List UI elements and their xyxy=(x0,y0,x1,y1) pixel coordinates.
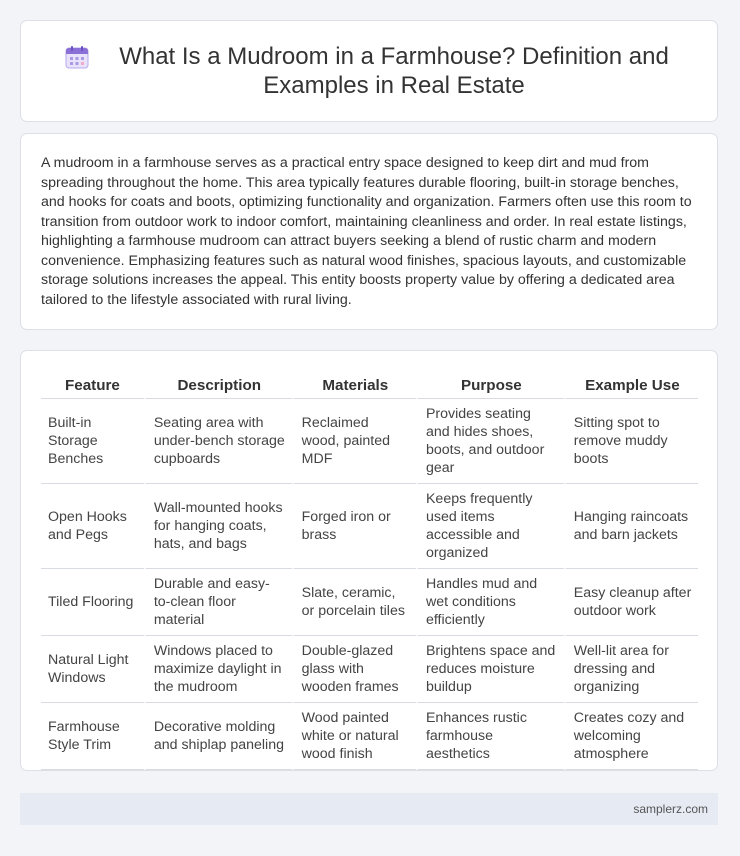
cell-example-use: Well-lit area for dressing and organizing xyxy=(564,636,698,703)
calendar-icon xyxy=(64,44,90,70)
cell-purpose: Keeps frequently used items accessible and organized xyxy=(416,484,564,569)
table-row xyxy=(41,399,698,484)
title-card xyxy=(20,20,718,122)
cell-materials: Reclaimed wood, painted MDF xyxy=(292,399,416,484)
cell-description: Seating area with under-bench storage cupboards xyxy=(144,399,292,484)
cell-example-use: Easy cleanup after outdoor work xyxy=(564,569,698,636)
table-header-row xyxy=(41,370,698,399)
cell-example-use: Sitting spot to remove muddy boots xyxy=(564,399,698,484)
table-row xyxy=(41,484,698,569)
description-card xyxy=(20,133,718,330)
table-row xyxy=(41,569,698,636)
table-row xyxy=(41,636,698,703)
cell-feature: Tiled Flooring xyxy=(41,569,144,636)
cell-description: Decorative molding and shiplap paneling xyxy=(144,703,292,770)
column-header-purpose: Purpose xyxy=(416,370,564,399)
cell-example-use: Hanging raincoats and barn jackets xyxy=(564,484,698,569)
column-header-feature: Feature xyxy=(41,370,144,399)
cell-feature: Built-in Storage Benches xyxy=(41,399,144,484)
cell-materials: Double-glazed glass with wooden frames xyxy=(292,636,416,703)
title-wrap xyxy=(64,42,674,100)
column-header-description: Description xyxy=(144,370,292,399)
cell-materials: Slate, ceramic, or porcelain tiles xyxy=(292,569,416,636)
cell-materials: Forged iron or brass xyxy=(292,484,416,569)
cell-purpose: Handles mud and wet conditions efficiently xyxy=(416,569,564,636)
cell-example-use: Creates cozy and welcoming atmosphere xyxy=(564,703,698,770)
description-text: A mudroom in a farmhouse serves as a practical entry space designed to keep dirt and mud from spreading throughout the home. This area typically features durable flooring, built-in storage benches, and hooks for coats and boots, optimizing functionality and organization. Farmers often use this room to transition from outdoor work to indoor comfort, maintaining cleanliness and order. In real estate listings, highlighting a farmhouse mudroom can attract buyers seeking a blend of rustic charm and modern convenience. Emphasizing features such as natural wood finishes, spacious layouts, and customizable storage solutions increases the appeal. This entity boosts property value by offering a dedicated area tailored to the lifestyle associated with rural living. xyxy=(41,155,692,308)
column-header-materials: Materials xyxy=(292,370,416,399)
cell-description: Windows placed to maximize daylight in the mudroom xyxy=(144,636,292,703)
cell-description: Durable and easy-to-clean floor material xyxy=(144,569,292,636)
footer xyxy=(20,793,718,825)
cell-purpose: Provides seating and hides shoes, boots, and outdoor gear xyxy=(416,399,564,484)
cell-purpose: Brightens space and reduces moisture buildup xyxy=(416,636,564,703)
features-table xyxy=(41,370,698,770)
cell-materials: Wood painted white or natural wood finish xyxy=(292,703,416,770)
cell-purpose: Enhances rustic farmhouse aesthetics xyxy=(416,703,564,770)
page-title: What Is a Mudroom in a Farmhouse? Definition and Examples in Real Estate xyxy=(119,43,669,99)
column-header-example-use: Example Use xyxy=(564,370,698,399)
table-card xyxy=(20,350,718,771)
cell-feature: Natural Light Windows xyxy=(41,636,144,703)
cell-description: Wall-mounted hooks for hanging coats, hats, and bags xyxy=(144,484,292,569)
footer-site-link[interactable]: samplerz.com xyxy=(633,802,708,816)
table-row xyxy=(41,703,698,770)
cell-feature: Open Hooks and Pegs xyxy=(41,484,144,569)
cell-feature: Farmhouse Style Trim xyxy=(41,703,144,770)
